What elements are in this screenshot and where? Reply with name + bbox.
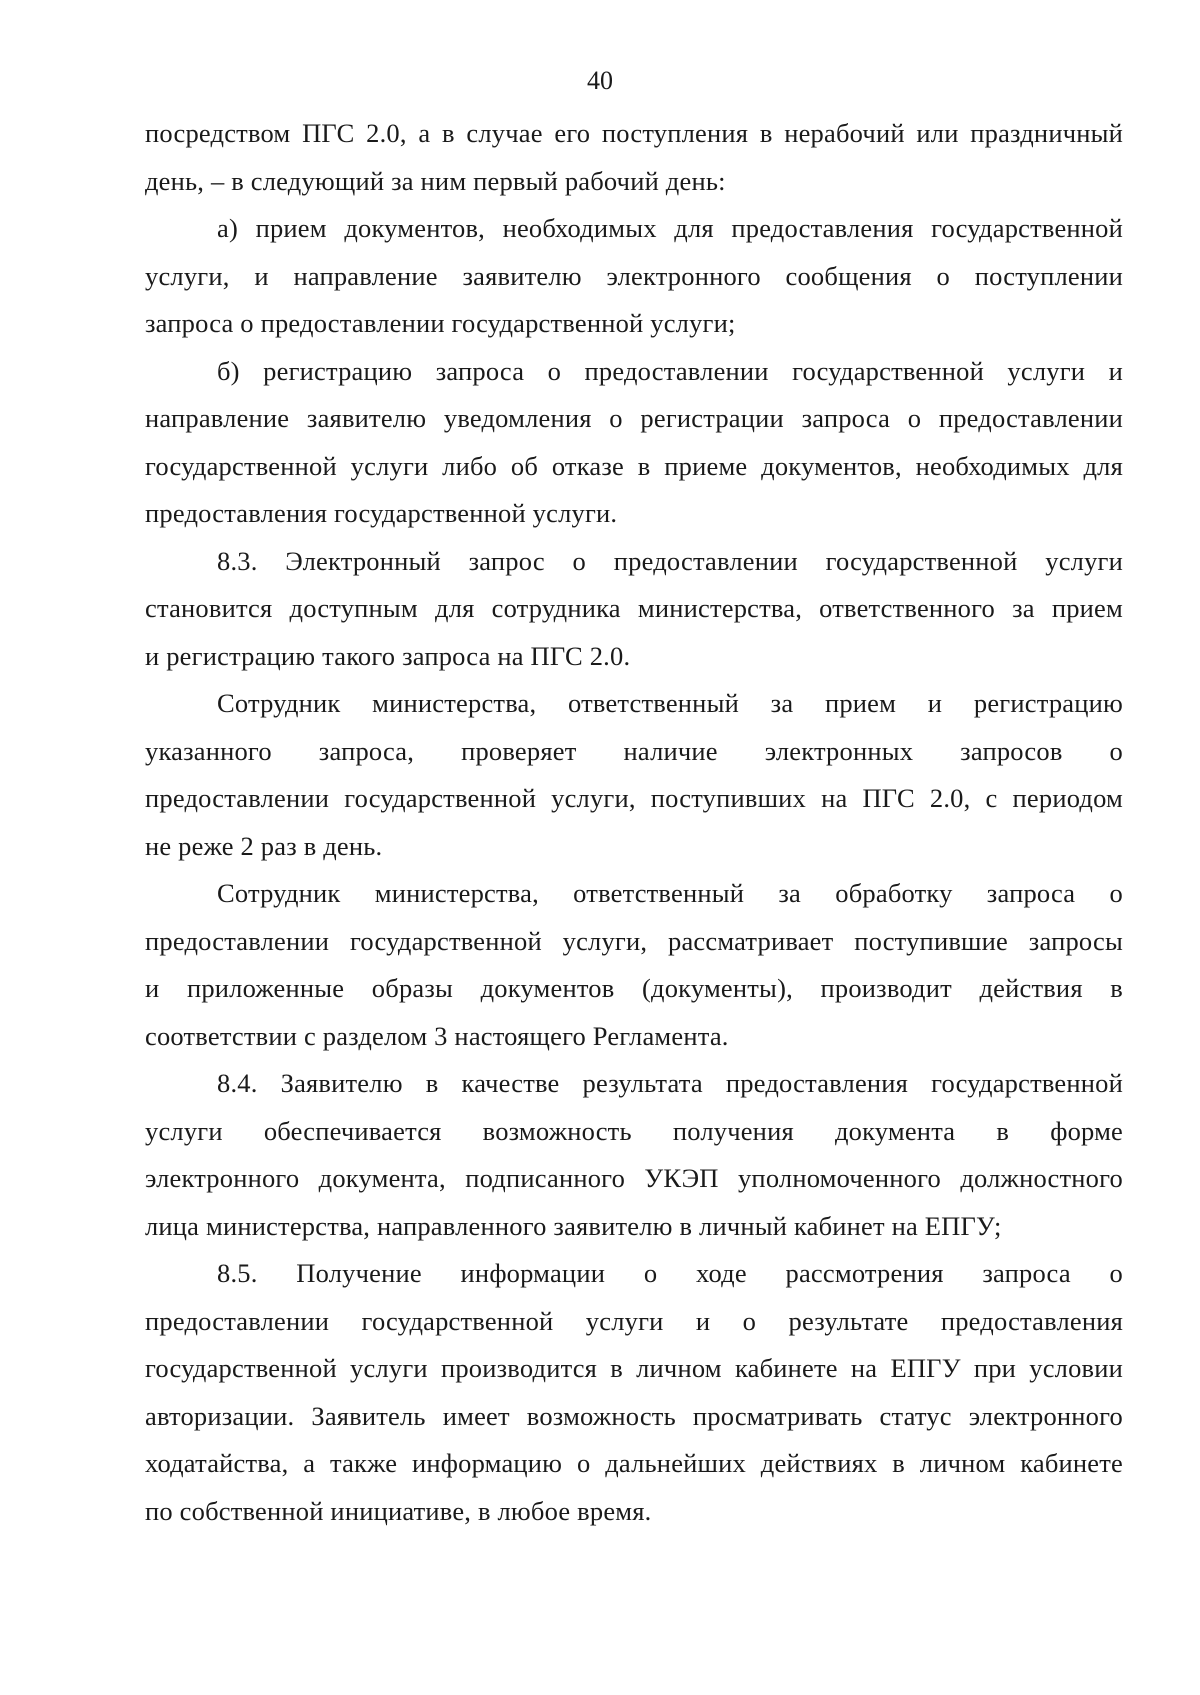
text-line: ходатайства, а также информацию о дальнейших действиях в личном кабинете <box>145 1448 1123 1478</box>
text-line: и регистрацию такого запроса на ПГС 2.0. <box>145 640 631 671</box>
text-line: и приложенные образы документов (документы), производит действия в <box>145 973 1123 1003</box>
text-line: предоставления государственной услуги. <box>145 498 618 528</box>
text-line: услуги обеспечивается возможность получения документа в форме <box>145 1115 1123 1146</box>
paragraph-clause-8-4 <box>145 1060 1123 1250</box>
text-line: Сотрудник министерства, ответственный за обработку запроса о <box>217 878 1123 908</box>
text-line: услуги, и направление заявителю электронного сообщения о поступлении <box>145 260 1123 291</box>
text-line: день, – в следующий за ним первый рабочий день: <box>145 165 726 196</box>
text-line: не реже 2 раз в день. <box>145 830 383 861</box>
text-line: авторизации. Заявитель имеет возможность просматривать статус электронного <box>145 1400 1123 1431</box>
text-line: 8.5. Получение информации о ходе рассмотрения запроса о <box>217 1258 1123 1288</box>
text-line: 8.3. Электронный запрос о предоставлении государственной услуги <box>217 545 1123 576</box>
text-line: б) регистрацию запроса о предоставлении государственной услуги и <box>217 355 1123 386</box>
text-line: государственной услуги производится в личном кабинете на ЕПГУ при условии <box>145 1353 1123 1383</box>
text-line: направление заявителю уведомления о регистрации запроса о предоставлении <box>145 403 1123 433</box>
text-line: предоставлении государственной услуги, рассматривает поступившие запросы <box>145 925 1123 956</box>
text-line: 8.4. Заявителю в качестве результата предоставления государственной <box>217 1068 1123 1098</box>
text-line: государственной услуги либо об отказе в приеме документов, необходимых для <box>145 450 1123 481</box>
page-number: 40 <box>587 66 613 95</box>
text-line: указанного запроса, проверяет наличие электронных запросов о <box>145 735 1123 766</box>
text-line: а) прием документов, необходимых для предоставления государственной <box>217 213 1123 243</box>
text-line: предоставлении государственной услуги, поступивших на ПГС 2.0, с периодом <box>145 783 1123 813</box>
text-line: соответствии с разделом 3 настоящего Регламента. <box>145 1020 729 1051</box>
text-line: посредством ПГС 2.0, а в случае его поступления в нерабочий или праздничный <box>145 118 1123 148</box>
text-line: по собственной инициативе, в любое время. <box>145 1495 652 1526</box>
text-line: Сотрудник министерства, ответственный за прием и регистрацию <box>217 688 1123 718</box>
paragraph-item-a <box>145 205 1123 348</box>
paragraph-item-b <box>145 348 1123 538</box>
text-line: предоставлении государственной услуги и о результате предоставления <box>145 1305 1123 1336</box>
paragraph-processor <box>145 870 1123 1060</box>
text-line: электронного документа, подписанного УКЭП уполномоченного должностного <box>145 1163 1123 1193</box>
paragraph-intro <box>145 110 1123 205</box>
text-line: лица министерства, направленного заявителю в личный кабинет на ЕПГУ; <box>145 1210 1002 1241</box>
paragraph-clause-8-5 <box>145 1250 1123 1535</box>
document-body <box>145 110 1123 1535</box>
text-line: становится доступным для сотрудника министерства, ответственного за прием <box>145 593 1123 623</box>
paragraph-clause-8-3 <box>145 538 1123 681</box>
paragraph-registrar <box>145 680 1123 870</box>
text-line: запроса о предоставлении государственной услуги; <box>145 308 736 338</box>
